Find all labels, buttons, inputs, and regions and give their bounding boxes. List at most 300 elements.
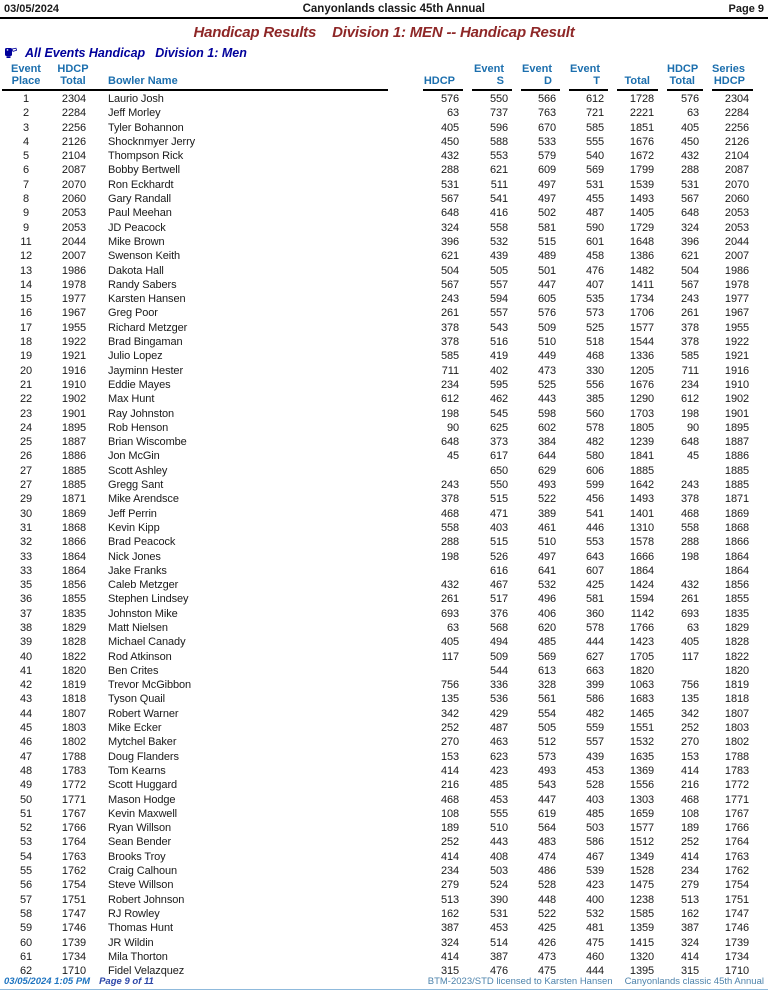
cell-event-t: 581 — [585, 593, 604, 606]
section-event-name: All Events Handicap — [25, 46, 146, 60]
cell-event-t: 400 — [585, 893, 604, 906]
cell-bowler-name: Jayminn Hester — [108, 364, 184, 377]
cell-place: 9 — [22, 207, 30, 220]
cell-hdcp — [414, 564, 463, 578]
cell-hdcp-total: 2007 — [61, 250, 86, 263]
cell-bowler-name: Mike Brown — [108, 235, 165, 248]
cell-series-hdcp: 2060 — [724, 193, 749, 206]
cell-bowler-name: Craig Calhoun — [108, 865, 178, 878]
cell-hdcp-total: 1887 — [61, 436, 86, 449]
cell-total: 1424 — [629, 579, 654, 592]
cell-hdcp-total-2: 108 — [680, 807, 699, 820]
cell-hdcp-total: 1886 — [61, 450, 86, 463]
cell-total: 1851 — [629, 121, 654, 134]
cell-event-d: 493 — [537, 764, 556, 777]
cell-hdcp: 585 — [440, 350, 459, 363]
cell-total: 1239 — [629, 436, 654, 449]
header-page-number: Page 9 — [728, 3, 764, 15]
cell-hdcp-total: 1788 — [61, 750, 86, 763]
cell-place: 57 — [19, 893, 33, 906]
col-header-event-d: Event D — [521, 63, 560, 91]
cell-hdcp-total: 1916 — [61, 364, 86, 377]
cell-hdcp-total-2: 45 — [686, 450, 699, 463]
cell-event-s: 503 — [489, 865, 508, 878]
cell-event-s: 514 — [489, 936, 508, 949]
cell-hdcp-total-2: 162 — [680, 907, 699, 920]
cell-total: 1729 — [629, 221, 654, 234]
cell-event-t: 475 — [585, 936, 604, 949]
cell-hdcp-total: 2044 — [61, 235, 86, 248]
cell-bowler-name: Thomas Hunt — [108, 922, 173, 935]
cell-place: 52 — [19, 822, 33, 835]
cell-hdcp-total: 1771 — [61, 793, 86, 806]
table-row — [2, 664, 753, 678]
cell-total: 1820 — [629, 664, 654, 677]
footer-page-number: Page 9 of 11 — [99, 976, 154, 987]
cell-total: 1864 — [629, 564, 654, 577]
cell-event-d: 505 — [537, 722, 556, 735]
cell-place: 43 — [19, 693, 33, 706]
cell-event-t: 439 — [585, 750, 604, 763]
cell-hdcp-total: 1820 — [61, 664, 86, 677]
cell-event-s: 557 — [489, 307, 508, 320]
cell-series-hdcp: 1767 — [724, 807, 749, 820]
cell-hdcp-total-2: 396 — [680, 235, 699, 248]
cell-event-t: 573 — [585, 307, 604, 320]
table-row — [2, 249, 753, 263]
cell-total: 1728 — [629, 93, 654, 105]
cell-hdcp-total: 2284 — [61, 107, 86, 120]
cell-total: 1475 — [629, 879, 654, 892]
cell-bowler-name: Ray Johnston — [108, 407, 175, 420]
cell-hdcp-total: 1772 — [61, 779, 86, 792]
cell-event-s: 558 — [489, 221, 508, 234]
cell-hdcp: 693 — [440, 607, 459, 620]
cell-bowler-name: Ron Eckhardt — [108, 178, 174, 191]
cell-total: 1310 — [629, 521, 654, 534]
table-row — [2, 821, 753, 835]
results-rows — [0, 92, 768, 978]
cell-hdcp: 198 — [440, 550, 459, 563]
cell-event-d: 512 — [537, 736, 556, 749]
table-row — [2, 764, 753, 778]
cell-place: 42 — [19, 679, 33, 692]
cell-place: 47 — [19, 750, 33, 763]
cell-series-hdcp: 1739 — [724, 936, 749, 949]
cell-hdcp-total-2: 243 — [680, 293, 699, 306]
cell-total: 1551 — [629, 722, 654, 735]
cell-hdcp-total: 2087 — [61, 164, 86, 177]
cell-series-hdcp: 1819 — [724, 679, 749, 692]
cell-hdcp-total: 1802 — [61, 736, 86, 749]
cell-series-hdcp: 1856 — [724, 579, 749, 592]
cell-hdcp-total-2: 117 — [681, 650, 699, 663]
cell-event-s: 463 — [489, 736, 508, 749]
cell-place: 37 — [19, 607, 33, 620]
cell-place: 11 — [20, 235, 32, 248]
cell-hdcp-total: 1986 — [61, 264, 86, 277]
cell-hdcp-total-2 — [658, 564, 703, 578]
report-title-results: Handicap Results — [193, 24, 317, 41]
section-header — [4, 46, 768, 60]
cell-bowler-name: Tyler Bohannon — [108, 121, 184, 134]
cell-event-d: 543 — [537, 779, 556, 792]
cell-hdcp: 378 — [440, 493, 459, 506]
cell-series-hdcp: 1855 — [724, 593, 749, 606]
cell-hdcp-total: 1835 — [61, 607, 86, 620]
cell-event-d: 389 — [537, 507, 556, 520]
cell-place: 35 — [19, 579, 33, 592]
cell-bowler-name: Jeff Morley — [108, 107, 161, 120]
cell-total: 1205 — [629, 364, 654, 377]
cell-event-t: 528 — [585, 779, 604, 792]
cell-hdcp-total-2: 558 — [680, 521, 699, 534]
table-row — [2, 407, 753, 421]
cell-total: 1683 — [629, 693, 654, 706]
cell-event-t: 330 — [585, 364, 604, 377]
cell-place: 5 — [22, 150, 30, 163]
cell-hdcp-total-2: 90 — [686, 421, 699, 434]
cell-series-hdcp: 2053 — [724, 207, 749, 220]
table-row — [2, 521, 753, 535]
cell-event-t: 482 — [585, 707, 604, 720]
cell-bowler-name: Doug Flanders — [108, 750, 179, 763]
cell-bowler-name: Karsten Hansen — [108, 293, 186, 306]
cell-series-hdcp: 2304 — [724, 93, 749, 105]
col-header-event-s: Event S — [472, 63, 512, 91]
cell-total: 1493 — [629, 193, 654, 206]
cell-series-hdcp: 1766 — [724, 822, 749, 835]
cell-event-d: 449 — [537, 350, 556, 363]
cell-place: 27 — [19, 464, 33, 477]
cell-event-d: 496 — [537, 593, 556, 606]
cell-event-s: 423 — [489, 764, 508, 777]
trophy-icon — [4, 47, 18, 59]
cell-bowler-name: Brad Bingaman — [108, 336, 183, 349]
cell-hdcp: 378 — [440, 336, 459, 349]
cell-hdcp: 621 — [440, 250, 459, 263]
cell-event-t: 560 — [585, 407, 604, 420]
cell-place: 23 — [19, 407, 33, 420]
cell-event-t: 481 — [585, 922, 604, 935]
cell-hdcp-total: 1978 — [61, 278, 86, 291]
cell-hdcp-total: 1864 — [61, 550, 86, 563]
cell-bowler-name: Rob Henson — [108, 421, 169, 434]
cell-bowler-name: Robert Johnson — [108, 893, 185, 906]
cell-hdcp-total: 1739 — [61, 936, 86, 949]
cell-hdcp: 270 — [440, 736, 459, 749]
cell-event-s: 595 — [489, 378, 508, 391]
cell-event-d: 569 — [537, 650, 556, 663]
cell-event-t: 599 — [585, 479, 604, 492]
cell-bowler-name: Brad Peacock — [108, 536, 176, 549]
cell-event-s: 544 — [489, 664, 508, 677]
cell-event-s: 550 — [489, 479, 508, 492]
cell-hdcp-total: 1895 — [61, 421, 86, 434]
cell-event-s: 509 — [489, 650, 508, 663]
report-title-division: Division 1: MEN -- Handicap Result — [332, 24, 575, 41]
cell-series-hdcp: 1901 — [724, 407, 749, 420]
cell-hdcp: 378 — [440, 321, 459, 334]
table-row — [2, 492, 753, 506]
cell-event-d: 522 — [537, 493, 556, 506]
cell-event-s: 550 — [489, 93, 508, 105]
cell-hdcp: 315 — [440, 965, 459, 978]
cell-hdcp-total: 1764 — [61, 836, 86, 849]
cell-event-s: 650 — [489, 464, 508, 477]
cell-hdcp-total-2: 648 — [680, 436, 699, 449]
cell-event-s: 453 — [489, 793, 508, 806]
table-row — [2, 650, 753, 664]
cell-event-t: 482 — [585, 436, 604, 449]
cell-event-s: 476 — [489, 965, 508, 978]
cell-hdcp-total-2: 468 — [680, 507, 699, 520]
cell-place: 41 — [19, 664, 33, 677]
cell-hdcp: 162 — [440, 907, 459, 920]
table-row — [2, 707, 753, 721]
cell-event-s: 443 — [489, 836, 508, 849]
cell-bowler-name: JR Wildin — [108, 936, 154, 949]
table-row — [2, 435, 753, 449]
cell-event-d: 525 — [537, 378, 556, 391]
table-row — [2, 592, 753, 606]
cell-total: 1544 — [629, 336, 654, 349]
cell-hdcp-total: 1819 — [61, 679, 86, 692]
cell-hdcp-total: 1855 — [61, 593, 86, 606]
cell-hdcp: 243 — [440, 479, 459, 492]
table-row — [2, 121, 753, 135]
cell-bowler-name: Mason Hodge — [108, 793, 176, 806]
cell-place: 4 — [22, 135, 30, 148]
cell-event-d: 497 — [537, 193, 556, 206]
cell-hdcp-total: 1902 — [61, 393, 86, 406]
cell-place: 36 — [19, 593, 33, 606]
cell-event-d: 426 — [537, 936, 556, 949]
cell-total: 1386 — [629, 250, 654, 263]
cell-bowler-name: Gregg Sant — [108, 479, 164, 492]
cell-hdcp: 405 — [440, 636, 459, 649]
cell-bowler-name: JD Peacock — [108, 221, 166, 234]
cell-event-t: 444 — [585, 636, 604, 649]
cell-event-s: 494 — [489, 636, 508, 649]
cell-hdcp-total-2: 576 — [680, 93, 699, 105]
cell-hdcp-total-2: 648 — [680, 207, 699, 220]
cell-hdcp-total-2: 414 — [680, 950, 699, 963]
cell-event-s: 510 — [489, 822, 508, 835]
cell-total: 1594 — [629, 593, 654, 606]
cell-place: 55 — [19, 865, 33, 878]
cell-event-d: 564 — [537, 822, 556, 835]
table-row — [2, 321, 753, 335]
table-row — [2, 449, 753, 463]
cell-series-hdcp: 1910 — [724, 378, 749, 391]
cell-place: 49 — [19, 779, 33, 792]
cell-total: 1405 — [629, 207, 654, 220]
cell-event-t: 557 — [585, 736, 604, 749]
cell-series-hdcp: 1822 — [724, 650, 749, 663]
table-row — [2, 607, 753, 621]
cell-event-t: 643 — [585, 550, 604, 563]
cell-event-d: 581 — [537, 221, 556, 234]
cell-total: 1401 — [629, 507, 654, 520]
cell-hdcp-total-2: 711 — [681, 364, 699, 377]
cell-event-d: 493 — [537, 479, 556, 492]
cell-hdcp: 432 — [440, 579, 459, 592]
cell-hdcp: 117 — [441, 650, 459, 663]
cell-place: 39 — [19, 636, 33, 649]
cell-hdcp: 711 — [441, 364, 459, 377]
cell-event-d: 579 — [537, 150, 556, 163]
cell-hdcp: 234 — [440, 865, 459, 878]
cell-total: 1395 — [629, 965, 654, 978]
cell-event-d: 515 — [537, 235, 556, 248]
table-row — [2, 578, 753, 592]
cell-hdcp: 387 — [440, 922, 459, 935]
cell-hdcp: 468 — [440, 507, 459, 520]
cell-hdcp-total-2: 63 — [686, 107, 699, 120]
cell-total: 1359 — [629, 922, 654, 935]
table-row — [2, 221, 753, 235]
cell-event-s: 416 — [489, 207, 508, 220]
cell-series-hdcp: 1922 — [724, 336, 749, 349]
cell-place: 14 — [19, 278, 33, 291]
cell-hdcp-total-2: 324 — [680, 221, 699, 234]
cell-bowler-name: Mila Thorton — [108, 950, 168, 963]
header-date: 03/05/2024 — [4, 3, 60, 15]
cell-event-t: 453 — [585, 764, 604, 777]
cell-event-d: 629 — [537, 464, 556, 477]
table-row — [2, 335, 753, 349]
cell-hdcp-total: 1967 — [61, 307, 86, 320]
table-row — [2, 92, 753, 106]
cell-event-s: 439 — [489, 250, 508, 263]
cell-event-s: 453 — [489, 922, 508, 935]
cell-event-d: 619 — [537, 807, 556, 820]
cell-bowler-name: Bobby Bertwell — [108, 164, 180, 177]
cell-event-d: 609 — [537, 164, 556, 177]
table-row — [2, 936, 753, 950]
cell-hdcp: 531 — [440, 178, 459, 191]
cell-series-hdcp: 2284 — [724, 107, 749, 120]
cell-hdcp-total-2: 378 — [680, 336, 699, 349]
cell-place: 25 — [19, 436, 33, 449]
cell-bowler-name: Thompson Rick — [108, 150, 184, 163]
cell-bowler-name: Scott Huggard — [108, 779, 178, 792]
cell-series-hdcp: 1751 — [724, 893, 749, 906]
cell-event-d: 509 — [537, 321, 556, 334]
cell-event-t: 487 — [585, 207, 604, 220]
cell-event-t: 399 — [585, 679, 604, 692]
cell-series-hdcp: 1868 — [724, 521, 749, 534]
cell-bowler-name: Tyson Quail — [108, 693, 165, 706]
cell-place: 9 — [22, 221, 30, 234]
cell-place: 44 — [19, 707, 33, 720]
cell-total: 1303 — [629, 793, 654, 806]
cell-series-hdcp: 1762 — [724, 865, 749, 878]
cell-hdcp-total-2: 585 — [680, 350, 699, 363]
cell-series-hdcp: 1747 — [724, 907, 749, 920]
cell-event-s: 623 — [489, 750, 508, 763]
cell-place: 3 — [22, 121, 30, 134]
cell-series-hdcp: 1871 — [724, 493, 749, 506]
cell-event-t: 360 — [585, 607, 604, 620]
cell-bowler-name: Julio Lopez — [108, 350, 163, 363]
cell-event-s: 553 — [489, 150, 508, 163]
cell-hdcp-total: 1922 — [61, 336, 86, 349]
cell-total: 1885 — [629, 464, 654, 477]
cell-event-d: 763 — [537, 107, 556, 120]
cell-event-s: 541 — [489, 193, 508, 206]
cell-place: 30 — [19, 507, 33, 520]
cell-bowler-name: Ryan Willson — [108, 822, 171, 835]
cell-hdcp-total-2: 432 — [680, 150, 699, 163]
cell-series-hdcp: 2007 — [724, 250, 749, 263]
cell-hdcp-total-2: 567 — [680, 278, 699, 291]
cell-hdcp: 252 — [440, 722, 459, 735]
cell-total: 1063 — [629, 679, 654, 692]
cell-bowler-name: Swenson Keith — [108, 250, 181, 263]
cell-event-s: 505 — [489, 264, 508, 277]
cell-event-d: 486 — [537, 865, 556, 878]
cell-hdcp-total-2: 288 — [680, 164, 699, 177]
cell-bowler-name: Dakota Hall — [108, 264, 164, 277]
cell-bowler-name: Paul Meehan — [108, 207, 172, 220]
cell-series-hdcp: 1763 — [724, 850, 749, 863]
cell-series-hdcp: 1978 — [724, 278, 749, 291]
cell-hdcp-total: 1751 — [61, 893, 86, 906]
cell-hdcp-total-2: 531 — [680, 178, 699, 191]
cell-event-s: 594 — [489, 293, 508, 306]
cell-hdcp — [414, 464, 463, 478]
table-row — [2, 678, 753, 692]
cell-series-hdcp: 1885 — [724, 464, 749, 477]
cell-event-d: 533 — [537, 135, 556, 148]
cell-bowler-name: Mike Ecker — [108, 722, 162, 735]
cell-total: 1734 — [629, 293, 654, 306]
cell-bowler-name: Max Hunt — [108, 393, 155, 406]
table-row — [2, 464, 753, 478]
cell-hdcp-total: 1864 — [61, 564, 86, 577]
cell-series-hdcp: 1772 — [724, 779, 749, 792]
cell-bowler-name: Fidel Velazquez — [108, 965, 185, 978]
cell-hdcp: 90 — [446, 421, 459, 434]
cell-event-t: 407 — [585, 278, 604, 291]
cell-event-d: 510 — [537, 336, 556, 349]
col-header-bowler-name: Bowler Name — [96, 63, 388, 91]
table-row — [2, 278, 753, 292]
cell-event-t: 535 — [585, 293, 604, 306]
cell-place: 45 — [19, 722, 33, 735]
cell-total: 1841 — [629, 450, 654, 463]
cell-event-s: 419 — [489, 350, 508, 363]
cell-event-t: 385 — [585, 393, 604, 406]
cell-total: 1703 — [629, 407, 654, 420]
cell-event-d: 576 — [537, 307, 556, 320]
cell-event-t: 485 — [585, 807, 604, 820]
cell-series-hdcp: 2087 — [724, 164, 749, 177]
cell-bowler-name: Mike Arendsce — [108, 493, 179, 506]
cell-place: 21 — [19, 378, 33, 391]
cell-event-s: 545 — [489, 407, 508, 420]
cell-event-d: 384 — [537, 436, 556, 449]
cell-event-d: 497 — [537, 178, 556, 191]
cell-place: 32 — [19, 536, 33, 549]
cell-total: 1539 — [629, 178, 654, 191]
page-footer — [0, 976, 768, 990]
cell-total: 1659 — [629, 807, 654, 820]
cell-event-t: 525 — [585, 321, 604, 334]
cell-series-hdcp: 1710 — [724, 965, 749, 978]
